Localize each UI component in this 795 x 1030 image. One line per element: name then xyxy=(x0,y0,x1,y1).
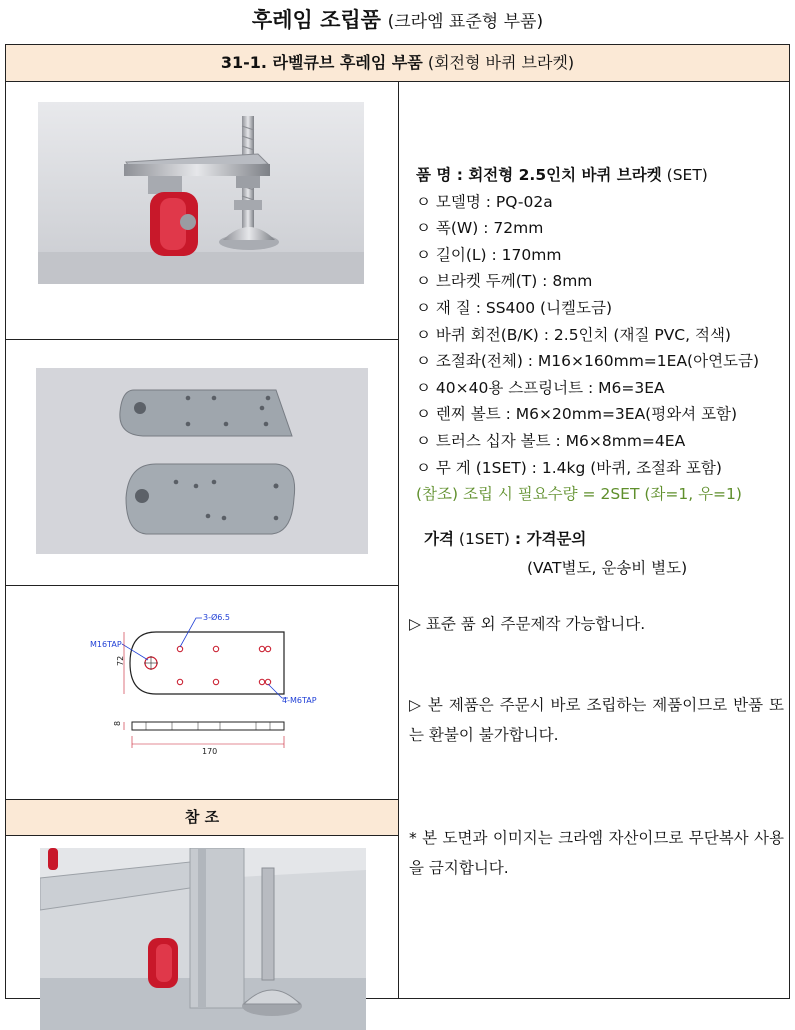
spec-line: ㅇ 무 게 (1SET) : 1.4kg (바퀴, 조절좌 포함) xyxy=(416,458,722,477)
spec-product-suffix: (SET) xyxy=(666,166,708,184)
drawing-thickness-label: 8 xyxy=(113,720,122,726)
drawing-tap2-label: 4-M6TAP xyxy=(282,696,317,705)
price-unit: (1SET) xyxy=(458,530,510,548)
photo-cell-assembly xyxy=(6,82,398,340)
drawing-hole-label: 3-Ø6.5 xyxy=(203,613,230,622)
price-line xyxy=(424,527,586,549)
drawing-length-label: 170 xyxy=(202,747,218,756)
technical-drawing xyxy=(6,586,398,800)
drawing-width-label: 72 xyxy=(116,655,125,666)
spec-line: ㅇ 폭(W) : 72mm xyxy=(416,219,544,238)
note-copyright: * 본 도면과 이미지는 크라엠 자산이므로 무단복사 사용을 금지합니다. xyxy=(409,829,784,877)
price-label: 가격 xyxy=(424,530,454,548)
spec-line: ㅇ 길이(L) : 170mm xyxy=(416,245,562,264)
page-title xyxy=(0,4,795,34)
drawing-tap-label: M16TAP xyxy=(90,640,122,649)
assembly-photo xyxy=(38,102,364,284)
spec-list xyxy=(416,162,759,508)
spec-line: ㅇ 재 질 : SS400 (니켈도금) xyxy=(416,298,613,317)
page-title-sub: (크라엠 표준형 부품) xyxy=(387,12,544,32)
spec-line: ㅇ 트러스 십자 볼트 : M6×8mm=4EA xyxy=(416,431,686,450)
photo-cell-plates xyxy=(6,340,398,586)
note-no-return: ▷ 본 제품은 주문시 바로 조립하는 제품이므로 반품 또는 환불이 불가합니다. xyxy=(409,696,784,744)
section-sub-title: (회전형 바퀴 브라켓) xyxy=(427,53,575,72)
page-title-main: 후레임 조립품 xyxy=(251,8,381,32)
section-header xyxy=(6,45,789,82)
spec-product xyxy=(416,162,759,189)
note-custom-order: ▷ 표준 품 외 주문제작 가능합니다. xyxy=(409,615,646,633)
spec-product-label: 품 명 : 회전형 2.5인치 바퀴 브라켓 xyxy=(416,166,662,184)
reference-photo xyxy=(40,848,366,1030)
plates-photo xyxy=(36,368,368,554)
reference-header: 참 조 xyxy=(6,800,398,836)
image-column xyxy=(6,82,399,998)
spec-sheet xyxy=(5,44,790,999)
price-note: (VAT별도, 운송비 별도) xyxy=(527,559,688,577)
spec-reference-note: (참조) 조립 시 필요수량 = 2SET (좌=1, 우=1) xyxy=(416,485,742,504)
price-value: : 가격문의 xyxy=(514,530,587,548)
spec-line: ㅇ 조절좌(전체) : M16×160mm=1EA(아연도금) xyxy=(416,352,760,371)
spec-line: ㅇ 모델명 : PQ-02a xyxy=(416,192,553,211)
spec-column xyxy=(399,82,789,998)
spec-line: ㅇ 브라켓 두께(T) : 8mm xyxy=(416,272,593,291)
spec-line: ㅇ 40×40용 스프링너트 : M6=3EA xyxy=(416,378,665,397)
section-code-title: 31-1. 라벨큐브 후레임 부품 xyxy=(220,53,423,72)
drawing-cell xyxy=(6,586,398,800)
spec-line: ㅇ 렌찌 볼트 : M6×20mm=3EA(평와셔 포함) xyxy=(416,405,738,424)
spec-line: ㅇ 바퀴 회전(B/K) : 2.5인치 (재질 PVC, 적색) xyxy=(416,325,731,344)
